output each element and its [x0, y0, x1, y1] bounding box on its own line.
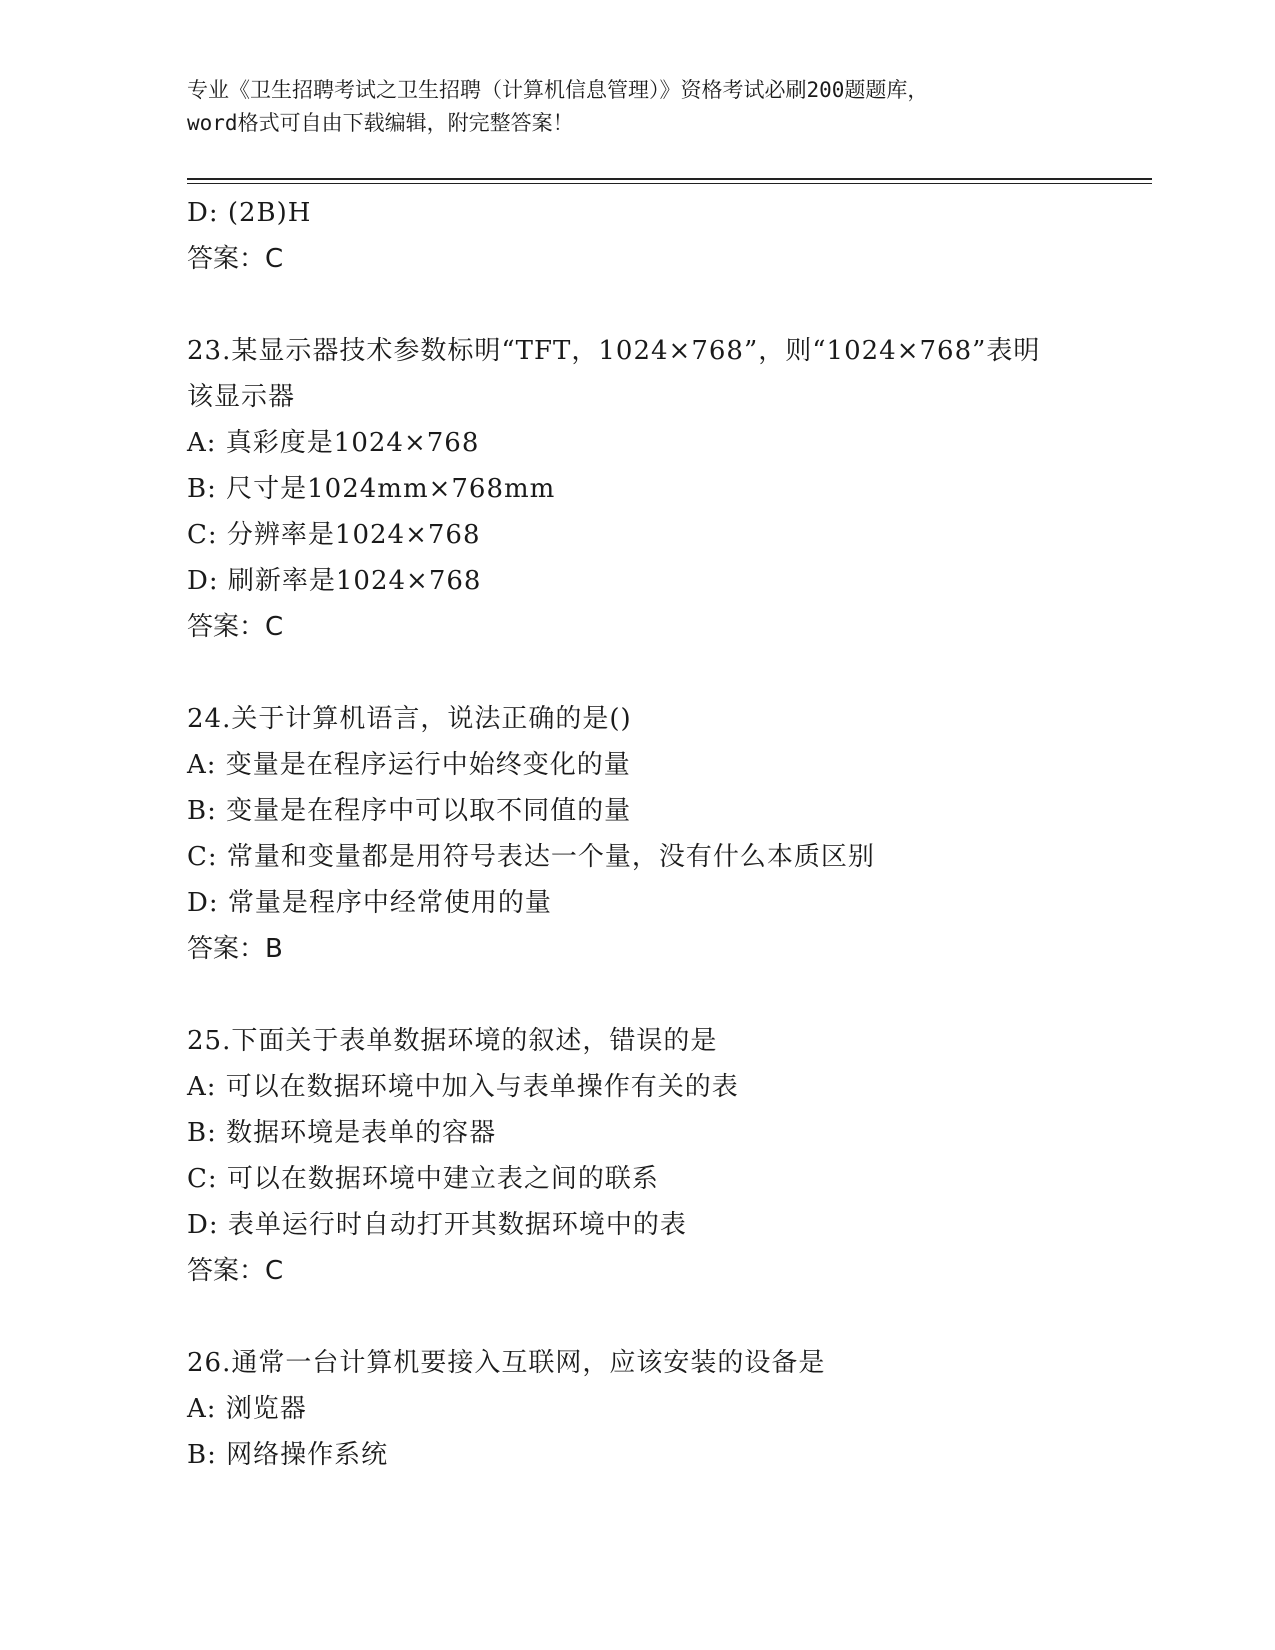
- option-a: A: 真彩度是1024×768: [187, 428, 480, 458]
- spacer: [187, 1294, 1152, 1340]
- option-c: C: 分辨率是1024×768: [187, 520, 481, 550]
- question-23: [187, 328, 1152, 650]
- answer: 答案：B: [187, 934, 283, 964]
- question-title: 24.关于计算机语言，说法正确的是(): [187, 704, 632, 734]
- option-a: A: 可以在数据环境中加入与表单操作有关的表: [187, 1072, 739, 1102]
- option-d: D: 刷新率是1024×768: [187, 566, 482, 596]
- spacer: [187, 972, 1152, 1018]
- question-25: [187, 1018, 1152, 1294]
- option-d: D: 常量是程序中经常使用的量: [187, 888, 552, 918]
- option-b: B: 变量是在程序中可以取不同值的量: [187, 796, 632, 826]
- question-title: 23.某显示器技术参数标明“TFT，1024×768”，则“1024×768”表明该显示器: [187, 336, 1041, 412]
- option-b: B: 数据环境是表单的容器: [187, 1118, 497, 1148]
- question-title: 26.通常一台计算机要接入互联网，应该安装的设备是: [187, 1348, 826, 1378]
- answer: 答案：C: [187, 1256, 284, 1286]
- spacer: [187, 282, 1152, 328]
- page-header: [187, 74, 1087, 140]
- spacer: [187, 650, 1152, 696]
- option-d: D: 表单运行时自动打开其数据环境中的表: [187, 1210, 687, 1240]
- question-26: [187, 1340, 1152, 1478]
- header-divider: [187, 178, 1152, 184]
- question-title: 25.下面关于表单数据环境的叙述，错误的是: [187, 1026, 718, 1056]
- document-body: [187, 190, 1152, 1478]
- option-a: A: 浏览器: [187, 1394, 307, 1424]
- option-d: D: (2B)H: [187, 198, 312, 228]
- previous-question-tail: [187, 190, 1152, 282]
- option-a: A: 变量是在程序运行中始终变化的量: [187, 750, 631, 780]
- option-c: C: 常量和变量都是用符号表达一个量，没有什么本质区别: [187, 842, 875, 872]
- answer: 答案：C: [187, 612, 284, 642]
- answer: 答案：C: [187, 244, 284, 274]
- option-b: B: 网络操作系统: [187, 1440, 389, 1470]
- option-c: C: 可以在数据环境中建立表之间的联系: [187, 1164, 659, 1194]
- header-line-2: word格式可自由下载编辑，附完整答案！: [187, 111, 574, 135]
- header-line-1: 专业《卫生招聘考试之卫生招聘（计算机信息管理）》资格考试必刷200题题库，: [187, 78, 929, 102]
- question-24: [187, 696, 1152, 972]
- option-b: B: 尺寸是1024mm×768mm: [187, 474, 556, 504]
